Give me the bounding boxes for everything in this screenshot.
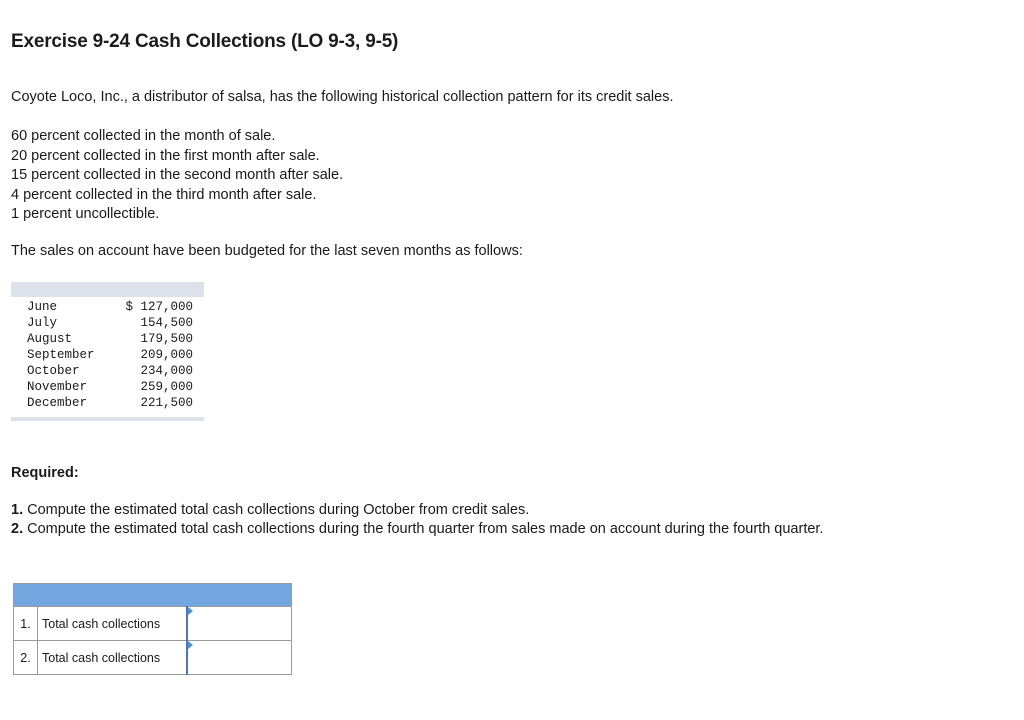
answer-table — [13, 583, 292, 675]
answer-row — [14, 607, 292, 641]
requirements-list — [11, 501, 823, 539]
collection-pattern — [11, 127, 343, 225]
month-cell: July — [27, 315, 121, 331]
sales-table — [27, 299, 193, 411]
requirement-item — [11, 501, 823, 520]
page-title: Exercise 9-24 Cash Collections (LO 9-3, 9-5) — [11, 31, 399, 52]
pattern-line: 4 percent collected in the third month after sale. — [11, 186, 317, 203]
required-heading: Required: — [11, 465, 79, 481]
row-number: 1. — [14, 607, 38, 641]
amount-cell: $ 127,000 — [125, 300, 193, 314]
table-bottom-band — [11, 417, 204, 421]
table-top-band — [11, 282, 204, 297]
sales-intro-text: The sales on account have been budgeted for the last seven months as follows: — [11, 243, 523, 259]
amount-cell: 209,000 — [121, 347, 193, 363]
requirement-text: Compute the estimated total cash collections during the fourth quarter from sales made on account during the fourth quarter. — [27, 521, 824, 537]
table-row — [27, 395, 193, 411]
answer-input-cell[interactable] — [187, 641, 292, 675]
month-cell: December — [27, 396, 88, 410]
table-row — [27, 347, 193, 363]
month-cell: September — [27, 347, 121, 363]
intro-text: Coyote Loco, Inc., a distributor of salsa, has the following historical collection pattern for its credit sales. — [11, 89, 674, 105]
amount-cell: 221,500 — [140, 396, 193, 410]
requirement-number: 2. — [11, 521, 24, 537]
answer-input-2[interactable] — [188, 641, 291, 674]
answer-header-row — [14, 584, 292, 607]
table-row — [27, 315, 193, 331]
sales-budget-table — [11, 282, 204, 421]
pattern-line: 1 percent uncollectible. — [11, 206, 160, 222]
table-row — [27, 331, 193, 347]
row-number: 2. — [14, 641, 38, 675]
table-row — [27, 379, 193, 395]
month-cell: August — [27, 332, 73, 346]
amount-cell: 234,000 — [140, 364, 193, 378]
month-cell: October — [27, 364, 80, 378]
requirement-item — [11, 520, 823, 539]
table-row — [27, 363, 193, 379]
answer-input-1[interactable] — [188, 607, 291, 640]
amount-cell: 259,000 — [121, 379, 193, 395]
pattern-line: 15 percent collected in the second month after sale. — [11, 167, 344, 183]
table-row — [27, 299, 193, 315]
answer-header-cell — [14, 584, 292, 607]
requirement-text: Compute the estimated total cash collections during October from credit sales. — [27, 502, 530, 518]
answer-row — [14, 641, 292, 675]
pattern-line: 20 percent collected in the first month after sale. — [11, 147, 320, 164]
answer-input-cell[interactable] — [187, 607, 292, 641]
month-cell: June — [27, 300, 58, 314]
row-label: Total cash collections — [38, 607, 188, 641]
amount-cell: 154,500 — [121, 315, 193, 331]
month-cell: November — [27, 379, 121, 395]
row-label: Total cash collections — [38, 641, 188, 675]
pattern-line: 60 percent collected in the month of sale. — [11, 128, 276, 144]
requirement-number: 1. — [11, 502, 24, 518]
amount-cell: 179,500 — [140, 332, 193, 346]
